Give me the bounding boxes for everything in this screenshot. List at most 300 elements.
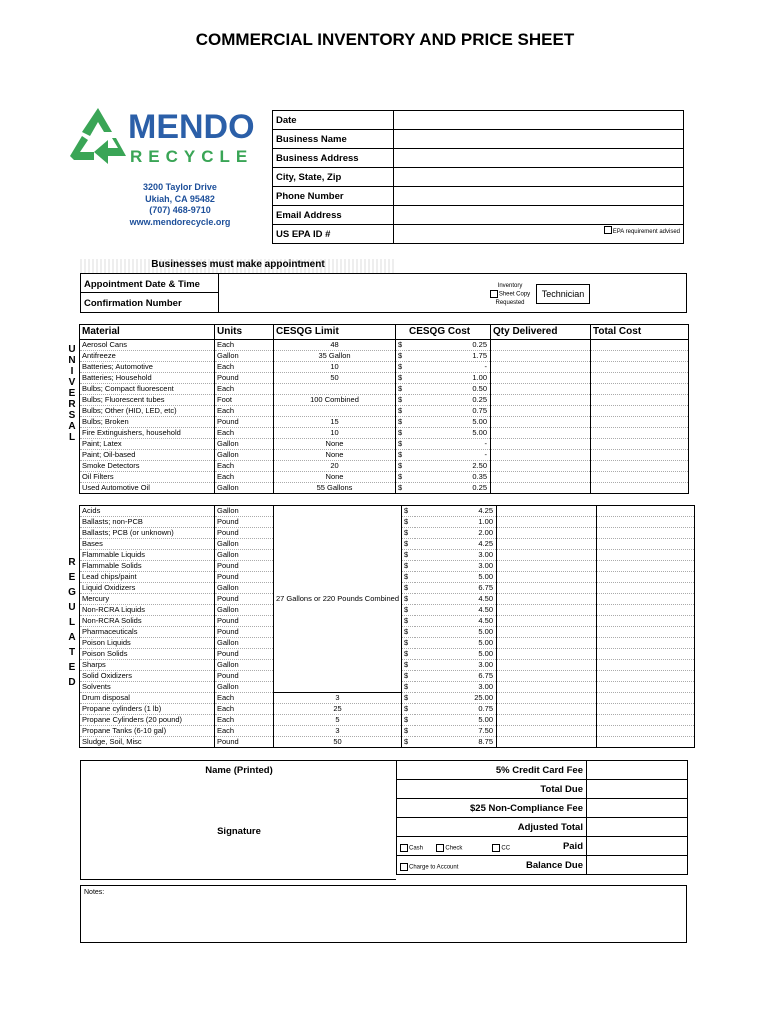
cost-cell: 0.35	[409, 472, 491, 483]
qty-input[interactable]	[491, 417, 591, 428]
signature-label: Signature	[217, 826, 261, 837]
cost-cell: 0.50	[409, 384, 491, 395]
universal-table	[79, 324, 689, 494]
units-cell: Pound	[215, 417, 274, 428]
qty-input[interactable]	[491, 384, 591, 395]
units-cell: Each	[215, 726, 274, 737]
units-cell: Gallon	[215, 439, 274, 450]
total-input[interactable]	[597, 660, 695, 671]
currency-cell: $	[402, 594, 416, 605]
total-input[interactable]	[597, 616, 695, 627]
qty-input[interactable]	[491, 362, 591, 373]
city-state-zip-label: City, State, Zip	[273, 168, 394, 187]
cost-cell: 1.75	[409, 351, 491, 362]
cost-cell: 0.25	[409, 395, 491, 406]
business-address-field[interactable]	[394, 149, 684, 168]
total-input[interactable]	[597, 594, 695, 605]
material-cell: Bulbs; Other (HID, LED, etc)	[80, 406, 215, 417]
total-input[interactable]	[597, 737, 695, 748]
regulated-row	[80, 737, 695, 748]
cost-cell: 4.50	[415, 605, 497, 616]
qty-input[interactable]	[497, 616, 597, 627]
total-input[interactable]	[591, 384, 689, 395]
total-input[interactable]	[597, 715, 695, 726]
side-letter: U	[68, 344, 76, 355]
col-cost: CESQG Cost	[409, 325, 491, 340]
side-letter: G	[68, 587, 76, 598]
total-input[interactable]	[591, 417, 689, 428]
adjusted-field[interactable]	[587, 818, 688, 837]
qty-input[interactable]	[491, 461, 591, 472]
cost-cell: 4.25	[415, 506, 497, 517]
material-cell: Batteries; Household	[80, 373, 215, 384]
total-input[interactable]	[597, 638, 695, 649]
units-cell: Gallon	[215, 483, 274, 494]
universal-row	[80, 340, 689, 351]
qty-input[interactable]	[491, 351, 591, 362]
qty-input[interactable]	[491, 428, 591, 439]
limit-cell: 25	[274, 704, 402, 715]
side-letter: N	[68, 355, 76, 366]
total-input[interactable]	[597, 605, 695, 616]
regulated-row	[80, 704, 695, 715]
total-input[interactable]	[597, 517, 695, 528]
limit-cell: 20	[274, 461, 396, 472]
qty-input[interactable]	[497, 594, 597, 605]
qty-input[interactable]	[497, 583, 597, 594]
total-input[interactable]	[591, 461, 689, 472]
address-city: Ukiah, CA 95482	[145, 193, 215, 204]
total-input[interactable]	[597, 682, 695, 693]
universal-row	[80, 461, 689, 472]
material-cell: Non-RCRA Liquids	[80, 605, 215, 616]
material-cell: Solvents	[80, 682, 215, 693]
units-cell: Pound	[215, 671, 274, 682]
cost-cell: 5.00	[415, 572, 497, 583]
qty-input[interactable]	[491, 406, 591, 417]
universal-row	[80, 483, 689, 494]
universal-row	[80, 384, 689, 395]
currency-cell: $	[396, 351, 410, 362]
limit-cell: 3	[274, 726, 402, 737]
cost-cell: 0.75	[415, 704, 497, 715]
date-label: Date	[273, 111, 394, 130]
name-printed-label: Name (Printed)	[205, 765, 273, 776]
total-input[interactable]	[597, 561, 695, 572]
material-cell: Drum disposal	[80, 693, 215, 704]
total-input[interactable]	[591, 362, 689, 373]
universal-row	[80, 362, 689, 373]
total-input[interactable]	[597, 506, 695, 517]
side-letter: R	[68, 557, 76, 568]
qty-input[interactable]	[497, 627, 597, 638]
side-letter: E	[68, 662, 76, 673]
qty-input[interactable]	[491, 483, 591, 494]
total-input[interactable]	[597, 528, 695, 539]
total-input[interactable]	[591, 472, 689, 483]
units-cell: Each	[215, 461, 274, 472]
material-cell: Sludge, Soil, Misc	[80, 737, 215, 748]
limit-cell: 10	[274, 362, 396, 373]
currency-cell: $	[396, 483, 410, 494]
side-letter: S	[68, 410, 76, 421]
units-cell: Pound	[215, 572, 274, 583]
side-letter: A	[68, 421, 76, 432]
regulated-row	[80, 693, 695, 704]
limit-cell: 3	[274, 693, 402, 704]
regulated-row	[80, 726, 695, 737]
currency-cell: $	[396, 340, 410, 351]
units-cell: Gallon	[215, 351, 274, 362]
side-letter: D	[68, 677, 76, 688]
cost-cell: 1.00	[415, 517, 497, 528]
cost-cell: 5.00	[409, 417, 491, 428]
address-block	[80, 182, 280, 228]
qty-input[interactable]	[491, 395, 591, 406]
currency-cell: $	[402, 517, 416, 528]
units-cell: Each	[215, 362, 274, 373]
cost-cell: 2.50	[409, 461, 491, 472]
qty-input[interactable]	[497, 671, 597, 682]
appointment-header: Businesses must make appointment	[80, 259, 396, 273]
qty-input[interactable]	[491, 340, 591, 351]
qty-input[interactable]	[497, 528, 597, 539]
units-cell: Foot	[215, 395, 274, 406]
currency-cell: $	[396, 406, 410, 417]
total-input[interactable]	[591, 373, 689, 384]
cost-cell: 5.00	[415, 715, 497, 726]
material-cell: Propane cylinders (1 lb)	[80, 704, 215, 715]
total-input[interactable]	[597, 539, 695, 550]
currency-cell: $	[402, 693, 416, 704]
col-limit: CESQG Limit	[274, 325, 396, 340]
currency-cell: $	[402, 726, 416, 737]
city-state-zip-field[interactable]	[394, 168, 684, 187]
units-cell: Gallon	[215, 660, 274, 671]
total-input[interactable]	[591, 340, 689, 351]
currency-cell: $	[396, 439, 410, 450]
email-label: Email Address	[273, 206, 394, 225]
cost-cell: 3.00	[415, 660, 497, 671]
currency-cell: $	[402, 715, 416, 726]
business-address-label: Business Address	[273, 149, 394, 168]
material-cell: Mercury	[80, 594, 215, 605]
cost-cell: 2.00	[415, 528, 497, 539]
units-cell: Pound	[215, 561, 274, 572]
units-cell: Pound	[215, 616, 274, 627]
noncompliance-field[interactable]	[587, 799, 688, 818]
limit-cell: None	[274, 472, 396, 483]
cost-cell: 4.25	[415, 539, 497, 550]
units-cell: Each	[215, 340, 274, 351]
cost-cell: 4.50	[415, 594, 497, 605]
units-cell: Each	[215, 384, 274, 395]
universal-row	[80, 373, 689, 384]
material-cell: Aerosol Cans	[80, 340, 215, 351]
material-cell: Bulbs; Fluorescent tubes	[80, 395, 215, 406]
notes-box[interactable]	[80, 885, 687, 943]
material-cell: Ballasts; non-PCB	[80, 517, 215, 528]
limit-cell: 35 Gallon	[274, 351, 396, 362]
units-cell: Each	[215, 704, 274, 715]
currency-cell: $	[402, 649, 416, 660]
side-letter: V	[68, 377, 76, 388]
appointment-box	[80, 273, 687, 313]
units-cell: Gallon	[215, 550, 274, 561]
currency-cell: $	[402, 660, 416, 671]
currency-cell: $	[396, 384, 410, 395]
charge-checkbox[interactable]	[400, 863, 408, 871]
epa-id-field[interactable]	[394, 225, 684, 244]
qty-input[interactable]	[491, 450, 591, 461]
total-input[interactable]	[597, 572, 695, 583]
material-cell: Used Automotive Oil	[80, 483, 215, 494]
qty-input[interactable]	[491, 472, 591, 483]
material-cell: Propane Tanks (6-10 gal)	[80, 726, 215, 737]
currency-cell: $	[396, 395, 410, 406]
qty-input[interactable]	[497, 517, 597, 528]
material-cell: Paint; Oil-based	[80, 450, 215, 461]
total-input[interactable]	[591, 351, 689, 362]
limit-cell: 48	[274, 340, 396, 351]
material-cell: Propane Cylinders (20 pound)	[80, 715, 215, 726]
regulated-row	[80, 715, 695, 726]
total-input[interactable]	[597, 671, 695, 682]
units-cell: Gallon	[215, 506, 274, 517]
page-title: COMMERCIAL INVENTORY AND PRICE SHEET	[195, 30, 575, 49]
name-printed-field[interactable]	[81, 781, 397, 813]
limit-cell	[274, 384, 396, 395]
material-cell: Solid Oxidizers	[80, 671, 215, 682]
qty-input[interactable]	[497, 561, 597, 572]
qty-input[interactable]	[497, 693, 597, 704]
qty-input[interactable]	[497, 737, 597, 748]
address-phone: (707) 468-9710	[149, 205, 211, 215]
cost-cell: 3.00	[415, 561, 497, 572]
email-field[interactable]	[394, 206, 684, 225]
confirmation-label: Confirmation Number	[84, 298, 182, 309]
material-cell: Liquid Oxidizers	[80, 583, 215, 594]
total-input[interactable]	[597, 550, 695, 561]
cc-checkbox[interactable]	[492, 844, 500, 852]
cost-cell: 5.00	[415, 627, 497, 638]
side-letter: E	[68, 572, 76, 583]
adjusted-label: Adjusted Total	[397, 818, 587, 837]
paid-field[interactable]	[587, 837, 688, 856]
cost-cell: 5.00	[415, 649, 497, 660]
currency-cell: $	[396, 461, 410, 472]
material-cell: Paint; Latex	[80, 439, 215, 450]
qty-input[interactable]	[497, 715, 597, 726]
qty-input[interactable]	[497, 539, 597, 550]
total-due-label: Total Due	[397, 780, 587, 799]
currency-cell: $	[396, 450, 410, 461]
material-cell: Pharmaceuticals	[80, 627, 215, 638]
material-cell: Flammable Solids	[80, 561, 215, 572]
total-input[interactable]	[597, 583, 695, 594]
material-cell: Ballasts; PCB (or unknown)	[80, 528, 215, 539]
currency-cell: $	[402, 539, 416, 550]
inventory-checkbox[interactable]	[490, 290, 498, 298]
cost-cell: 3.00	[415, 682, 497, 693]
material-cell: Bulbs; Broken	[80, 417, 215, 428]
cost-cell: 25.00	[415, 693, 497, 704]
check-checkbox[interactable]	[436, 844, 444, 852]
limit-cell: 55 Gallons	[274, 483, 396, 494]
cost-cell: 0.75	[409, 406, 491, 417]
cash-checkbox[interactable]	[400, 844, 408, 852]
units-cell: Gallon	[215, 539, 274, 550]
material-cell: Smoke Detectors	[80, 461, 215, 472]
qty-input[interactable]	[497, 572, 597, 583]
universal-row	[80, 351, 689, 362]
logo-name: MENDO	[128, 108, 255, 146]
qty-input[interactable]	[497, 605, 597, 616]
date-field[interactable]	[394, 111, 684, 130]
units-cell: Pound	[215, 627, 274, 638]
limit-cell: None	[274, 450, 396, 461]
material-cell: Flammable Liquids	[80, 550, 215, 561]
qty-input[interactable]	[497, 550, 597, 561]
universal-row	[80, 395, 689, 406]
material-cell: Bases	[80, 539, 215, 550]
technician-field[interactable]: Technician	[536, 284, 590, 304]
total-due-field[interactable]	[587, 780, 688, 799]
units-cell: Each	[215, 715, 274, 726]
regulated-label	[66, 555, 78, 690]
currency-cell: $	[402, 561, 416, 572]
col-units: Units	[215, 325, 274, 340]
mendo-logo	[60, 100, 255, 180]
limit-cell: 5	[274, 715, 402, 726]
col-qty: Qty Delivered	[491, 325, 591, 340]
units-cell: Gallon	[215, 638, 274, 649]
notes-label: Notes:	[84, 889, 105, 896]
material-cell: Non-RCRA Solids	[80, 616, 215, 627]
universal-row	[80, 439, 689, 450]
totals-table: 5% Credit Card Fee Total Due $25 Non-Compliance Fee Adjusted Total Cash Check CC Paid Charge to Account Balance Due	[396, 760, 688, 875]
currency-cell: $	[396, 428, 410, 439]
col-material: Material	[80, 325, 215, 340]
limit-cell: 15	[274, 417, 396, 428]
recycle-icon	[60, 100, 255, 180]
units-cell: Gallon	[215, 605, 274, 616]
side-letter: I	[70, 366, 74, 377]
business-name-field[interactable]	[394, 130, 684, 149]
cost-cell: -	[409, 362, 491, 373]
qty-input[interactable]	[497, 506, 597, 517]
total-input[interactable]	[591, 439, 689, 450]
side-letter: A	[68, 632, 76, 643]
qty-input[interactable]	[497, 649, 597, 660]
total-input[interactable]	[591, 406, 689, 417]
units-cell: Each	[215, 693, 274, 704]
units-cell: Each	[215, 472, 274, 483]
currency-cell: $	[396, 417, 410, 428]
total-input[interactable]	[597, 693, 695, 704]
total-input[interactable]	[591, 483, 689, 494]
qty-input[interactable]	[497, 704, 597, 715]
universal-row	[80, 406, 689, 417]
cost-cell: 7.50	[415, 726, 497, 737]
phone-field[interactable]	[394, 187, 684, 206]
currency-cell: $	[402, 682, 416, 693]
currency-cell: $	[402, 671, 416, 682]
currency-cell: $	[402, 737, 416, 748]
epa-checkbox[interactable]	[604, 226, 612, 234]
material-cell: Batteries; Automotive	[80, 362, 215, 373]
qty-input[interactable]	[497, 660, 597, 671]
material-cell: Poison Liquids	[80, 638, 215, 649]
qty-input[interactable]	[491, 373, 591, 384]
limit-cell: 100 Combined	[274, 395, 396, 406]
material-cell: Oil Filters	[80, 472, 215, 483]
material-cell: Fire Extinguishers, household	[80, 428, 215, 439]
side-letter: R	[68, 399, 76, 410]
units-cell: Gallon	[215, 450, 274, 461]
currency-cell: $	[402, 638, 416, 649]
credit-fee-label: 5% Credit Card Fee	[397, 761, 587, 780]
qty-input[interactable]	[497, 726, 597, 737]
limit-cell: None	[274, 439, 396, 450]
currency-cell: $	[396, 362, 410, 373]
universal-row	[80, 428, 689, 439]
qty-input[interactable]	[491, 439, 591, 450]
currency-cell: $	[396, 373, 410, 384]
total-input[interactable]	[591, 395, 689, 406]
limit-cell: 50	[274, 737, 402, 748]
cost-cell: -	[409, 450, 491, 461]
currency-cell: $	[402, 528, 416, 539]
material-cell: Antifreeze	[80, 351, 215, 362]
currency-cell: $	[402, 605, 416, 616]
total-input[interactable]	[591, 450, 689, 461]
side-letter: L	[68, 617, 76, 628]
balance-field[interactable]	[587, 856, 688, 875]
total-input[interactable]	[597, 627, 695, 638]
side-letter: E	[68, 388, 76, 399]
material-cell: Poison Solids	[80, 649, 215, 660]
side-letter: L	[68, 432, 76, 443]
epa-id-label: US EPA ID #	[273, 225, 394, 244]
signature-box	[80, 760, 396, 880]
cost-cell: 3.00	[415, 550, 497, 561]
logo-sub: RECYCLE	[130, 147, 254, 166]
currency-cell: $	[402, 583, 416, 594]
address-website[interactable]: www.mendorecycle.org	[129, 216, 231, 227]
limit-cell: 50	[274, 373, 396, 384]
cost-cell: 5.00	[415, 638, 497, 649]
balance-label: Balance Due	[525, 859, 583, 871]
currency-cell: $	[402, 616, 416, 627]
inventory-note: Inventory Sheet Copy Requested	[485, 282, 535, 307]
side-letter: U	[68, 602, 76, 613]
total-input[interactable]	[591, 428, 689, 439]
total-input[interactable]	[597, 726, 695, 737]
qty-input[interactable]	[497, 638, 597, 649]
regulated-row	[80, 506, 695, 517]
currency-cell: $	[402, 572, 416, 583]
material-cell: Bulbs; Compact fluorescent	[80, 384, 215, 395]
paid-label: Paid	[562, 840, 583, 852]
appointment-date-label: Appointment Date & Time	[81, 274, 218, 293]
total-input[interactable]	[597, 704, 695, 715]
total-input[interactable]	[597, 649, 695, 660]
address-street: 3200 Taylor Drive	[143, 182, 217, 192]
units-cell: Pound	[215, 737, 274, 748]
credit-fee-field[interactable]	[587, 761, 688, 780]
qty-input[interactable]	[497, 682, 597, 693]
